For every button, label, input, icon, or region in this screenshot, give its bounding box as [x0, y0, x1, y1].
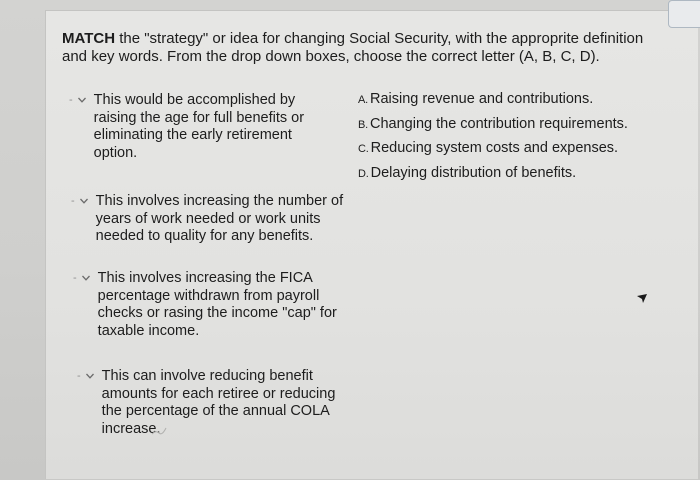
question-prompt — [62, 30, 652, 65]
match-item-1-text: This would be accomplished by raising the age for full benefits or eliminating the early retirement option. — [93, 92, 305, 161]
dropdown-value-4: - — [77, 370, 81, 382]
match-item-4 — [74, 368, 356, 438]
answer-dropdown-1[interactable] — [66, 92, 91, 108]
match-item-3-text: This involves increasing the FICA percentage withdrawn from payroll checks or rasing the income "cap" for taxable income. — [97, 270, 337, 339]
option-c-letter: C. — [358, 143, 369, 155]
answer-dropdown-3[interactable] — [70, 270, 95, 286]
option-b — [358, 115, 628, 134]
option-b-letter: B. — [358, 119, 368, 131]
corner-control[interactable] — [668, 0, 700, 28]
option-b-text: Changing the contribution requirements. — [370, 116, 628, 132]
question-prompt-text: the "strategy" or idea for changing Social Security, with the approprite definition and key words. From the drop down boxes, choose the correct letter (A, B, C, D). — [62, 30, 644, 65]
option-d-text: Delaying distribution of benefits. — [370, 165, 577, 181]
mouse-cursor-icon — [636, 292, 648, 304]
match-item-4-text: This can involve reducing benefit amounts for each retiree or reducing the percentage of the annual COLA increase. — [101, 368, 336, 437]
chevron-down-icon — [81, 273, 91, 283]
question-prompt-bold: MATCH — [62, 30, 116, 47]
match-item-1 — [66, 92, 338, 162]
dropdown-value-1: - — [69, 94, 73, 106]
answer-dropdown-4[interactable] — [74, 368, 99, 384]
match-item-2-text: This involves increasing the number of years of work needed or work units needed to quality for any benefits. — [95, 193, 344, 244]
chevron-down-icon — [79, 196, 89, 206]
option-d-letter: D. — [358, 168, 369, 180]
dropdown-value-3: - — [73, 272, 77, 284]
option-c-text: Reducing system costs and expenses. — [370, 140, 619, 156]
chevron-down-icon — [77, 95, 87, 105]
option-d — [358, 164, 576, 183]
scratch-mark — [150, 418, 170, 438]
option-c — [358, 139, 618, 158]
match-item-3 — [70, 270, 352, 340]
chevron-down-icon — [85, 371, 95, 381]
option-a — [358, 90, 593, 109]
dropdown-value-2: - — [71, 195, 75, 207]
match-item-2 — [68, 193, 358, 246]
option-a-text: Raising revenue and contributions. — [370, 91, 594, 107]
option-a-letter: A. — [358, 94, 368, 106]
answer-dropdown-2[interactable] — [68, 193, 93, 209]
